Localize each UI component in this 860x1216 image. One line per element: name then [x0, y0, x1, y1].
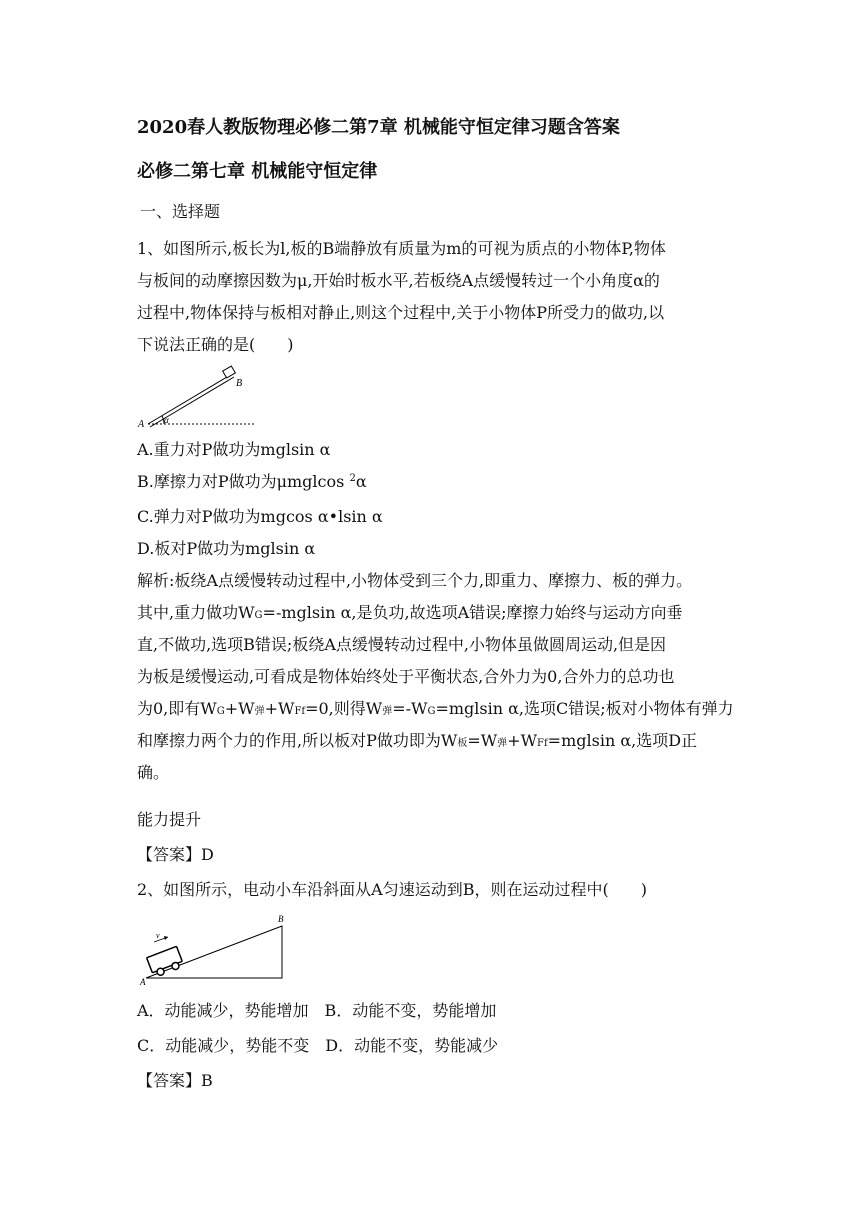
q2-incline-figure [136, 912, 296, 987]
board-upper-edge [148, 374, 232, 424]
analysis-line-5: 为0,即有WG+W弹+WFf=0,则得W弹=-WG=mglsin α,选项C错误;板对小物体有弹力 [137, 699, 734, 718]
small-block-p [223, 366, 236, 378]
label-b: B [236, 378, 243, 389]
q1-option-b: B.摩擦力对P做功为μmglcos $^2$α [137, 472, 367, 491]
q1-board-figure [136, 364, 266, 430]
q1-stem-line-3: 过程中,物体保持与板相对静止,则这个过程中,关于小物体P所受力的做功,以 [137, 303, 665, 322]
analysis-line-6: 和摩擦力两个力的作用,所以板对P做功即为W板=W弹+WFf=mglsin α,选项D正 [137, 731, 698, 750]
analysis-line-2: 其中,重力做功WG=-mglsin α,是负功,故选项A错误;摩擦力始终与运动方向垂 [137, 603, 683, 622]
q1-stem-line-2: 与板间的动摩擦因数为μ,开始时板水平,若板绕A点缓慢转过一个小角度α的 [137, 271, 660, 290]
label-v: v [156, 931, 160, 940]
board-lower-edge [150, 377, 234, 427]
ability-heading: 能力提升 [137, 810, 202, 829]
section-heading: 一、选择题 [140, 202, 221, 221]
q2-options-row-2: C．动能减少，势能不变 D．动能不变，势能减少 [137, 1036, 499, 1055]
label-alpha: α [164, 415, 169, 425]
q1-option-d: D.板对P做功为mglsin α [137, 539, 316, 558]
q1-option-a: A.重力对P做功为mglsin α [137, 440, 331, 459]
q1-stem-line-4: 下说法正确的是( ) [137, 335, 294, 354]
q1-stem-line-1: 1、如图所示,板长为l,板的B端静放有质量为m的可视为质点的小物体P,物体 [137, 239, 667, 258]
velocity-arrowhead [164, 936, 168, 940]
analysis-line-3: 直,不做功,选项B错误;板绕A点缓慢转动过程中,小物体虽做圆周运动,但是因 [137, 635, 667, 654]
analysis-line-7: 确。 [137, 763, 170, 782]
document-title: 2020春人教版物理必修二第7章 机械能守恒定律习题含答案 [137, 117, 620, 138]
electric-car [147, 946, 185, 978]
label-a: A [140, 977, 146, 987]
chapter-title: 必修二第七章 机械能守恒定律 [137, 161, 378, 182]
label-a: A [138, 419, 145, 430]
q1-option-c: C.弹力对P做功为mgcos α•lsin α [137, 507, 383, 526]
analysis-line-1: 解析:板绕A点缓慢转动过程中,小物体受到三个力,即重力、摩擦力、板的弹力。 [137, 571, 693, 590]
q2-options-row-1: A．动能减少，势能增加 B．动能不变，势能增加 [137, 1001, 497, 1020]
analysis-line-4: 为板是缓慢运动,可看成是物体始终处于平衡状态,合外力为0,合外力的总功也 [137, 667, 675, 686]
label-b: B [278, 914, 284, 924]
q2-stem: 2、如图所示，电动小车沿斜面从A匀速运动到B，则在运动过程中( ) [137, 880, 647, 899]
q2-answer: 【答案】B [137, 1071, 213, 1090]
q1-answer: 【答案】D [137, 845, 214, 864]
